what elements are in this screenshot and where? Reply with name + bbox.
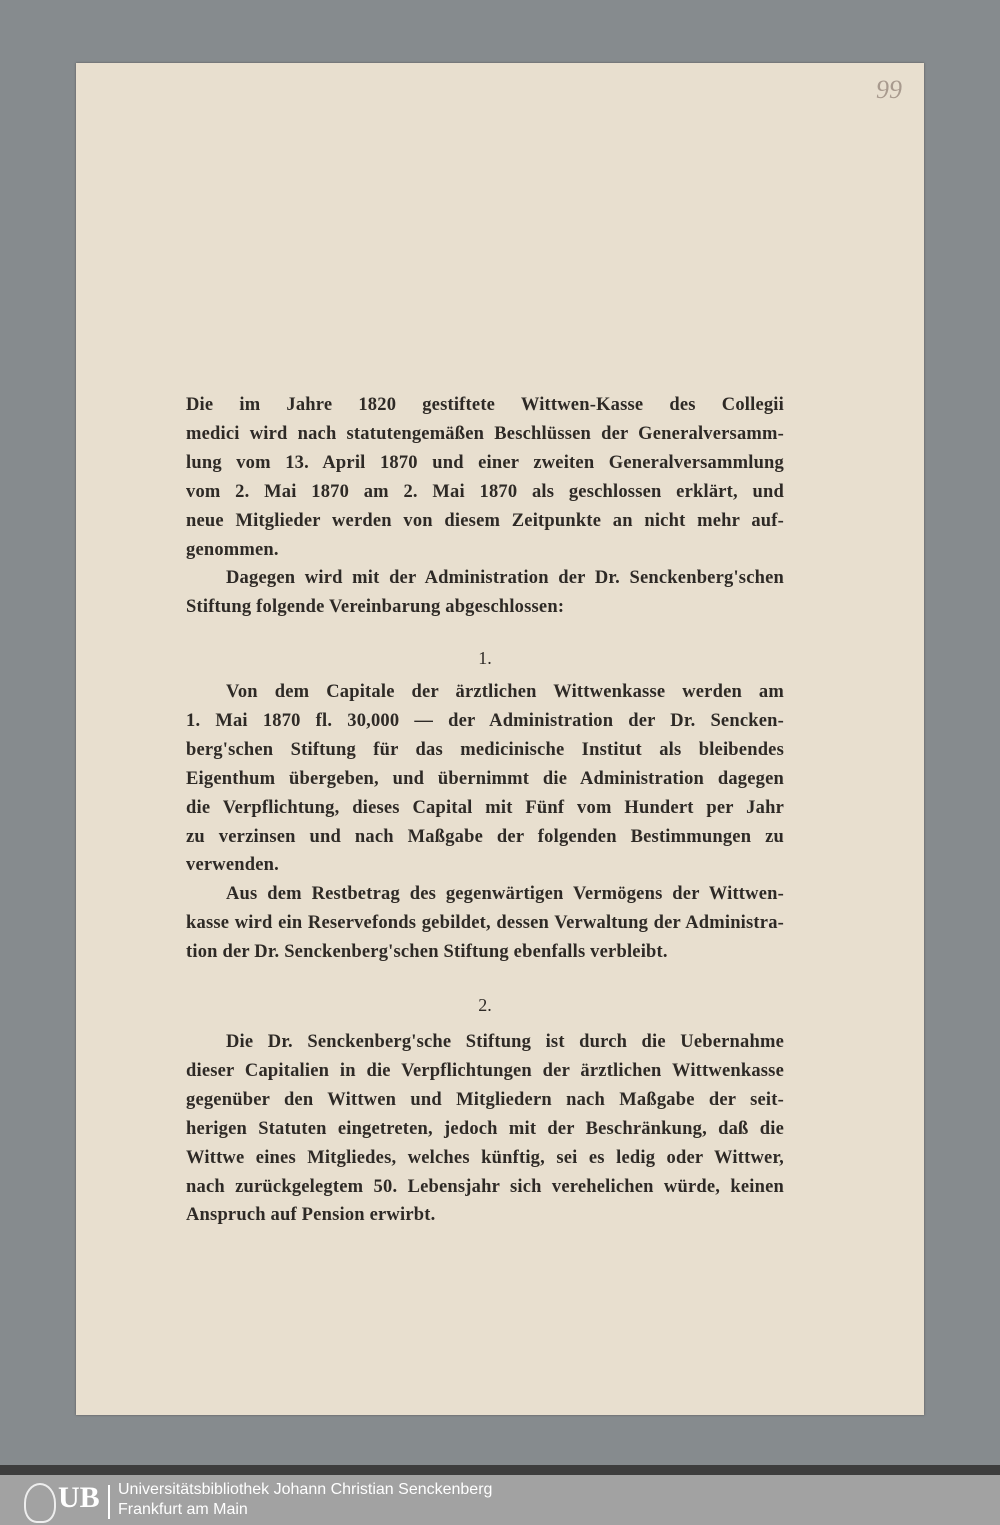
section1-line: tion der Dr. Senckenberg'schen Stiftung ebenfalls verbleibt. [186,942,668,963]
library-city: Frankfurt am Main [118,1501,248,1518]
section-2-number: 2. [478,995,492,1015]
section2-line: herigen Statuten eingetreten, jedoch mit der Beschränkung, daß die [186,1118,784,1139]
viewer-bar [0,1465,1000,1475]
section1-line: 1. Mai 1870 fl. 30,000 — der Administration der Dr. Sencken- [186,710,784,731]
section2-line: Wittwe eines Mitgliedes, welches künftig, sei es ledig oder Wittwer, [186,1147,784,1168]
section1-line: kasse wird ein Reservefonds gebildet, dessen Verwaltung der Administra- [186,913,784,934]
library-name: Universitätsbibliothek Johann Christian Senckenberg [118,1481,493,1498]
section-1-number: 1. [478,648,492,668]
intro-line: Die im Jahre 1820 gestiftete Wittwen-Kasse des Collegii [186,395,784,415]
intro-line: Stiftung folgende Vereinbarung abgeschlossen: [186,597,565,618]
section2-line: gegenüber den Wittwen und Mitgliedern nach Maßgabe der seit- [186,1089,784,1110]
document-page [76,63,924,1415]
intro-line: lung vom 13. April 1870 und einer zweiten Generalversammlung [186,452,784,473]
logo-text: UB [58,1481,100,1514]
section1-line: verwenden. [186,855,279,876]
section1-line: zu verzinsen und nach Maßgabe der folgenden Bestimmungen zu [186,826,784,847]
ub-logo [6,1479,106,1521]
intro-line: neue Mitglieder werden von diesem Zeitpunkte an nicht mehr auf- [186,510,784,531]
section1-line: die Verpflichtung, dieses Capital mit Fünf vom Hundert per Jahr [186,797,784,818]
logo-divider [108,1485,110,1519]
portrait-icon [24,1483,56,1523]
section2-line: nach zurückgelegtem 50. Lebensjahr sich verehelichen würde, keinen [186,1176,784,1197]
section1-line: Von dem Capitale der ärztlichen Wittwenkasse werden am [226,682,784,702]
section2-line: Die Dr. Senckenberg'sche Stiftung ist durch die Uebernahme [226,1032,784,1052]
section1-line: berg'schen Stiftung für das medicinische Institut als bleibendes [186,739,784,760]
page-number: 99 [876,75,902,104]
intro-line: vom 2. Mai 1870 am 2. Mai 1870 als geschlossen erklärt, und [186,481,784,502]
intro-line: genommen. [186,539,279,560]
section2-line: Anspruch auf Pension erwirbt. [186,1205,436,1226]
section2-line: dieser Capitalien in die Verpflichtungen der ärztlichen Wittwenkasse [186,1060,784,1081]
intro-line: medici wird nach statutengemäßen Beschlüssen der Generalversamm- [186,423,784,444]
library-footer [0,1475,1000,1525]
intro-line: Dagegen wird mit der Administration der Dr. Senckenberg'schen [226,568,784,589]
section1-line: Eigenthum übergeben, und übernimmt die Administration dagegen [186,768,784,789]
section1-line: Aus dem Restbetrag des gegenwärtigen Vermögens der Wittwen- [226,884,784,905]
